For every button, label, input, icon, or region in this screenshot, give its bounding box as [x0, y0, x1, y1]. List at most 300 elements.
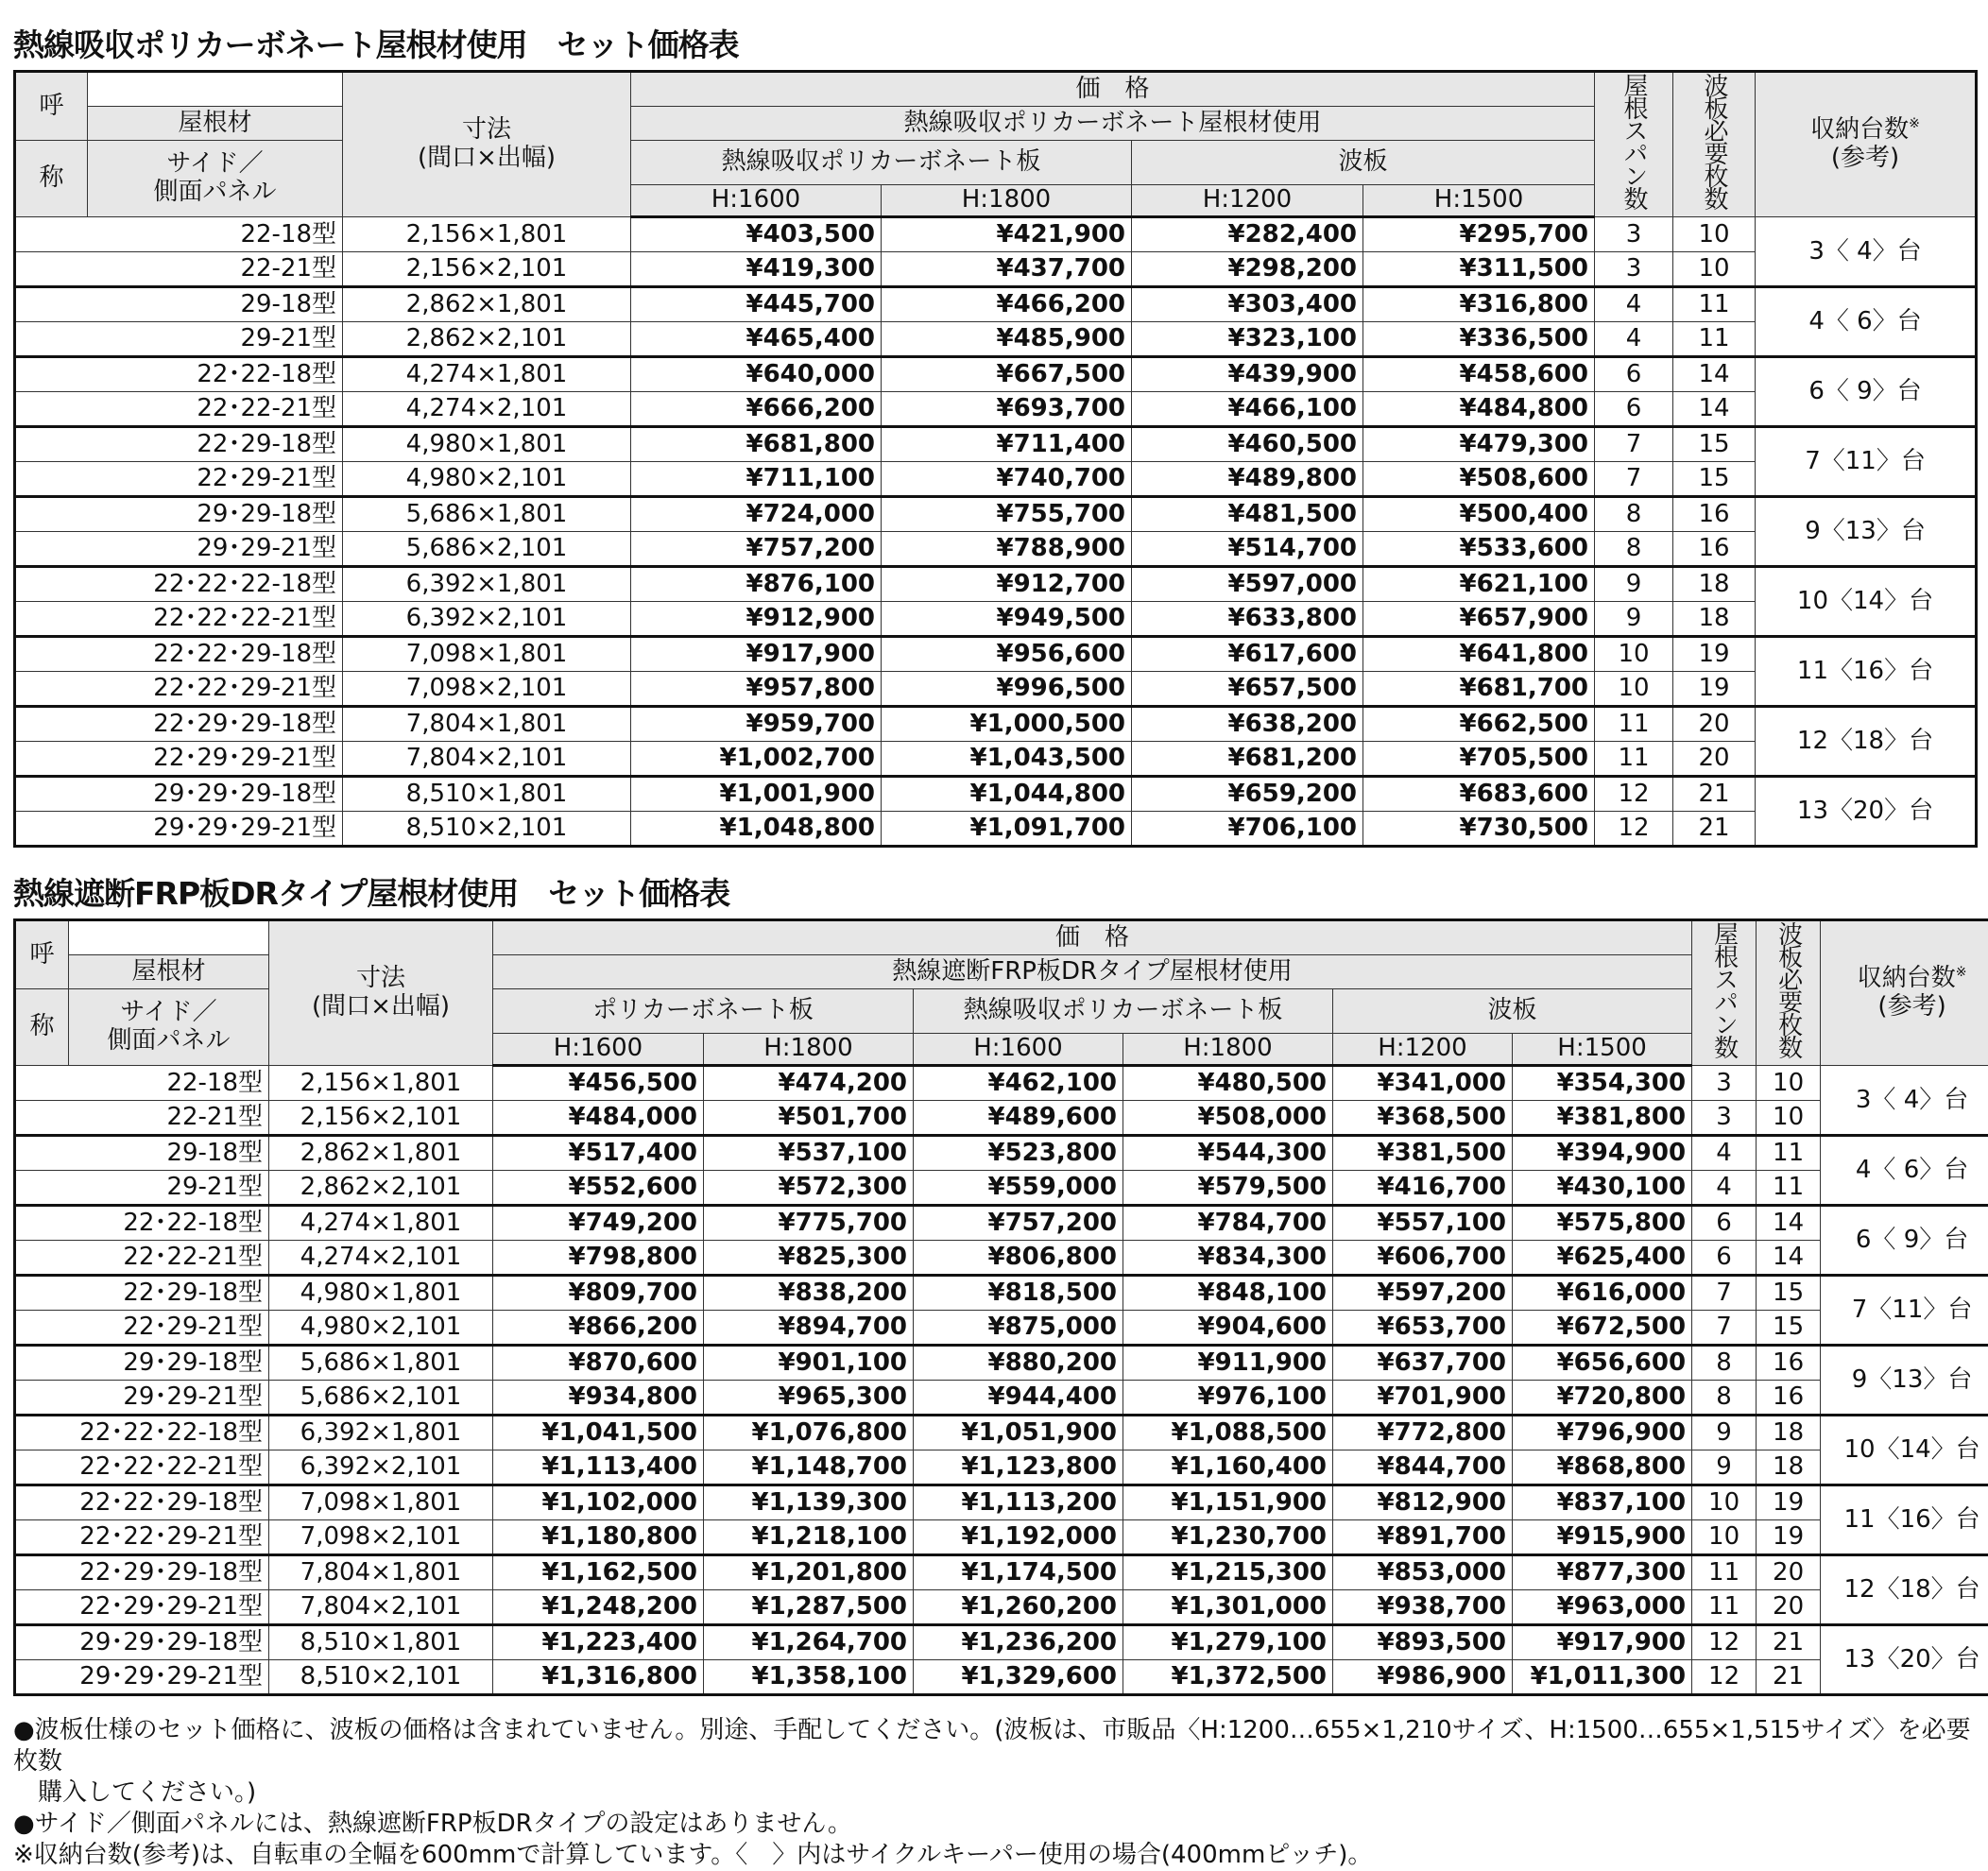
price-cell: ¥834,300 [1123, 1240, 1333, 1275]
model-name-cell: 22･29･29-18型 [15, 706, 343, 741]
size-cell: 5,686×2,101 [269, 1380, 493, 1415]
note-line: 購入してください。) [13, 1777, 1979, 1809]
nami-count-cell: 10 [1673, 216, 1756, 251]
price-cell: ¥381,500 [1333, 1135, 1513, 1170]
price-cell: ¥1,248,200 [493, 1589, 704, 1624]
table-row [15, 1485, 1988, 1519]
size-cell: 6,392×1,801 [269, 1415, 493, 1450]
price-cell: ¥740,700 [882, 461, 1132, 496]
span-count-cell: 7 [1692, 1310, 1757, 1345]
size-cell: 8,510×1,801 [343, 776, 631, 811]
table-row [15, 1135, 1988, 1170]
price-cell: ¥711,400 [882, 426, 1132, 461]
span-count-cell: 12 [1692, 1659, 1757, 1694]
header-side-panel: サイド／ 側面パネル [69, 989, 269, 1066]
price-cell: ¥853,000 [1333, 1554, 1513, 1589]
price-cell: ¥963,000 [1513, 1589, 1692, 1624]
model-name-cell: 22･22･29-21型 [15, 671, 343, 706]
price-cell: ¥316,800 [1363, 286, 1595, 321]
price-cell: ¥641,800 [1363, 636, 1595, 671]
nami-count-cell: 20 [1673, 706, 1756, 741]
model-name-cell: 22･22-21型 [15, 1240, 269, 1275]
price-cell: ¥875,000 [914, 1310, 1123, 1345]
model-name-cell: 22･22･22-18型 [15, 1415, 269, 1450]
price-table-frp [13, 918, 1988, 1696]
header-h6: H:1500 [1513, 1033, 1692, 1065]
model-name-cell: 29･29-18型 [15, 1345, 269, 1380]
price-cell: ¥876,100 [631, 566, 882, 601]
price-cell: ¥711,100 [631, 461, 882, 496]
price-cell: ¥323,100 [1132, 321, 1363, 356]
price-cell: ¥912,900 [631, 601, 882, 636]
table-row [15, 741, 1977, 776]
storage-cell: 9〈13〉台 [1821, 1345, 1988, 1415]
size-cell: 4,980×2,101 [343, 461, 631, 496]
model-name-cell: 22･22･29-18型 [15, 1485, 269, 1519]
table-row [15, 1519, 1988, 1554]
price-cell: ¥901,100 [704, 1345, 914, 1380]
header-size: 寸法 (間口×出幅) [269, 920, 493, 1066]
price-cell: ¥848,100 [1123, 1275, 1333, 1310]
header-size: 寸法 (間口×出幅) [343, 72, 631, 217]
price-cell: ¥775,700 [704, 1205, 914, 1240]
price-cell: ¥489,800 [1132, 461, 1363, 496]
table-row [15, 286, 1977, 321]
price-cell: ¥625,400 [1513, 1240, 1692, 1275]
price-cell: ¥462,100 [914, 1065, 1123, 1100]
header-group-b: 波板 [1132, 141, 1595, 185]
nami-count-cell: 10 [1673, 251, 1756, 286]
table-row [15, 496, 1977, 531]
price-cell: ¥303,400 [1132, 286, 1363, 321]
span-count-cell: 4 [1692, 1170, 1757, 1205]
price-cell: ¥825,300 [704, 1240, 914, 1275]
size-cell: 2,156×2,101 [343, 251, 631, 286]
table-row [15, 671, 1977, 706]
price-cell: ¥891,700 [1333, 1519, 1513, 1554]
price-cell: ¥1,076,800 [704, 1415, 914, 1450]
table-row [15, 1170, 1988, 1205]
span-count-cell: 11 [1692, 1589, 1757, 1624]
table-row [15, 1380, 1988, 1415]
table-row [15, 251, 1977, 286]
header-roof: 屋根材 [69, 955, 269, 989]
header-price: 価 格 [493, 920, 1692, 955]
model-name-cell: 22･22･22-18型 [15, 566, 343, 601]
price-cell: ¥912,700 [882, 566, 1132, 601]
price-cell: ¥514,700 [1132, 531, 1363, 566]
price-cell: ¥959,700 [631, 706, 882, 741]
price-cell: ¥1,260,200 [914, 1589, 1123, 1624]
model-name-cell: 29･29･29-21型 [15, 811, 343, 846]
span-count-cell: 8 [1595, 496, 1673, 531]
nami-count-cell: 11 [1673, 321, 1756, 356]
nami-count-cell: 11 [1757, 1135, 1821, 1170]
price-cell: ¥681,700 [1363, 671, 1595, 706]
size-cell: 6,392×2,101 [269, 1450, 493, 1485]
price-cell: ¥904,600 [1123, 1310, 1333, 1345]
size-cell: 8,510×2,101 [343, 811, 631, 846]
price-cell: ¥683,600 [1363, 776, 1595, 811]
price-cell: ¥1,230,700 [1123, 1519, 1333, 1554]
model-name-cell: 29-18型 [15, 286, 343, 321]
price-cell: ¥1,236,200 [914, 1624, 1123, 1659]
price-cell: ¥460,500 [1132, 426, 1363, 461]
table-row [15, 1589, 1988, 1624]
price-cell: ¥730,500 [1363, 811, 1595, 846]
table-row [15, 636, 1977, 671]
price-cell: ¥1,287,500 [704, 1589, 914, 1624]
price-cell: ¥693,700 [882, 391, 1132, 426]
nami-count-cell: 14 [1673, 391, 1756, 426]
table1-title: 熱線吸収ポリカーボネート屋根材使用 セット価格表 [13, 21, 739, 65]
price-cell: ¥986,900 [1333, 1659, 1513, 1694]
price-cell: ¥796,900 [1513, 1415, 1692, 1450]
price-cell: ¥1,160,400 [1123, 1450, 1333, 1485]
model-name-cell: 22･22-18型 [15, 1205, 269, 1240]
price-cell: ¥1,192,000 [914, 1519, 1123, 1554]
header-h1: H:1600 [631, 184, 882, 216]
price-cell: ¥880,200 [914, 1345, 1123, 1380]
storage-cell: 10〈14〉台 [1821, 1415, 1988, 1485]
span-count-cell: 4 [1595, 286, 1673, 321]
header-h3: H:1200 [1132, 184, 1363, 216]
span-count-cell: 8 [1692, 1380, 1757, 1415]
header-roof: 屋根材 [88, 107, 343, 141]
table-row [15, 776, 1977, 811]
header-group-a: 熱線吸収ポリカーボネート板 [631, 141, 1132, 185]
price-cell: ¥1,041,500 [493, 1415, 704, 1450]
header-h3: H:1600 [914, 1033, 1123, 1065]
price-cell: ¥456,500 [493, 1065, 704, 1100]
table-row [15, 1310, 1988, 1345]
header-yobi-2: 称 [15, 989, 69, 1066]
storage-cell: 9〈13〉台 [1756, 496, 1977, 566]
span-count-cell: 6 [1692, 1205, 1757, 1240]
price-cell: ¥1,113,400 [493, 1450, 704, 1485]
nami-count-cell: 20 [1757, 1589, 1821, 1624]
nami-count-cell: 14 [1757, 1240, 1821, 1275]
model-name-cell: 22･22･22-21型 [15, 1450, 269, 1485]
model-name-cell: 29-21型 [15, 1170, 269, 1205]
model-name-cell: 22･22･29-18型 [15, 636, 343, 671]
nami-count-cell: 21 [1673, 776, 1756, 811]
size-cell: 7,804×2,101 [343, 741, 631, 776]
price-cell: ¥311,500 [1363, 251, 1595, 286]
price-cell: ¥976,100 [1123, 1380, 1333, 1415]
header-yobi-1: 呼 [15, 72, 88, 141]
span-count-cell: 11 [1692, 1554, 1757, 1589]
table-row [15, 1450, 1988, 1485]
nami-count-cell: 19 [1673, 671, 1756, 706]
header-group-c: 波板 [1333, 989, 1692, 1034]
footnotes [13, 1715, 1979, 1871]
price-cell: ¥295,700 [1363, 216, 1595, 251]
model-name-cell: 22･29･29-21型 [15, 1589, 269, 1624]
price-cell: ¥416,700 [1333, 1170, 1513, 1205]
nami-count-cell: 10 [1757, 1065, 1821, 1100]
price-cell: ¥517,400 [493, 1135, 704, 1170]
price-cell: ¥893,500 [1333, 1624, 1513, 1659]
nami-count-cell: 21 [1757, 1624, 1821, 1659]
price-cell: ¥917,900 [1513, 1624, 1692, 1659]
nami-count-cell: 15 [1757, 1275, 1821, 1310]
header-h4: H:1800 [1123, 1033, 1333, 1065]
price-cell: ¥1,123,800 [914, 1450, 1123, 1485]
header-group-b: 熱線吸収ポリカーボネート板 [914, 989, 1333, 1034]
storage-cell: 6〈 9〉台 [1821, 1205, 1988, 1275]
price-cell: ¥877,300 [1513, 1554, 1692, 1589]
model-name-cell: 22-18型 [15, 216, 343, 251]
storage-cell: 7〈11〉台 [1821, 1275, 1988, 1345]
table-row [15, 356, 1977, 391]
table-row [15, 1624, 1988, 1659]
model-name-cell: 22-21型 [15, 1100, 269, 1135]
price-cell: ¥1,011,300 [1513, 1659, 1692, 1694]
price-cell: ¥557,100 [1333, 1205, 1513, 1240]
header-side-panel: サイド／ 側面パネル [88, 141, 343, 217]
table-row [15, 461, 1977, 496]
span-count-cell: 8 [1595, 531, 1673, 566]
price-cell: ¥298,200 [1132, 251, 1363, 286]
storage-cell: 12〈18〉台 [1756, 706, 1977, 776]
price-cell: ¥724,000 [631, 496, 882, 531]
nami-count-cell: 21 [1757, 1659, 1821, 1694]
price-cell: ¥579,500 [1123, 1170, 1333, 1205]
price-cell: ¥403,500 [631, 216, 882, 251]
price-cell: ¥1,162,500 [493, 1554, 704, 1589]
span-count-cell: 6 [1692, 1240, 1757, 1275]
table-row [15, 706, 1977, 741]
price-cell: ¥1,051,900 [914, 1415, 1123, 1450]
price-cell: ¥500,400 [1363, 496, 1595, 531]
price-cell: ¥667,500 [882, 356, 1132, 391]
size-cell: 4,274×2,101 [269, 1240, 493, 1275]
size-cell: 5,686×1,801 [269, 1345, 493, 1380]
model-name-cell: 29･29-21型 [15, 531, 343, 566]
price-cell: ¥465,400 [631, 321, 882, 356]
header-sub: 熱線吸収ポリカーボネート屋根材使用 [631, 107, 1595, 141]
price-cell: ¥484,800 [1363, 391, 1595, 426]
storage-cell: 11〈16〉台 [1821, 1485, 1988, 1554]
table-row [15, 1415, 1988, 1450]
model-name-cell: 22･29-18型 [15, 426, 343, 461]
table-row [15, 391, 1977, 426]
model-name-cell: 22･29-21型 [15, 1310, 269, 1345]
price-cell: ¥1,180,800 [493, 1519, 704, 1554]
span-count-cell: 6 [1595, 391, 1673, 426]
price-cell: ¥485,900 [882, 321, 1132, 356]
table-row [15, 566, 1977, 601]
price-cell: ¥606,700 [1333, 1240, 1513, 1275]
size-cell: 7,098×1,801 [269, 1485, 493, 1519]
span-count-cell: 8 [1692, 1345, 1757, 1380]
price-cell: ¥508,600 [1363, 461, 1595, 496]
price-cell: ¥481,500 [1132, 496, 1363, 531]
price-cell: ¥616,000 [1513, 1275, 1692, 1310]
span-count-cell: 9 [1595, 601, 1673, 636]
model-name-cell: 22･29-18型 [15, 1275, 269, 1310]
size-cell: 7,804×1,801 [343, 706, 631, 741]
header-nami: 波板必要枚数 [1673, 72, 1756, 217]
price-cell: ¥419,300 [631, 251, 882, 286]
price-cell: ¥1,102,000 [493, 1485, 704, 1519]
price-cell: ¥1,329,600 [914, 1659, 1123, 1694]
header-span: 屋根スパン数 [1595, 72, 1673, 217]
model-name-cell: 22･29･29-18型 [15, 1554, 269, 1589]
price-cell: ¥368,500 [1333, 1100, 1513, 1135]
price-cell: ¥445,700 [631, 286, 882, 321]
table-row [15, 601, 1977, 636]
price-cell: ¥1,002,700 [631, 741, 882, 776]
price-cell: ¥484,000 [493, 1100, 704, 1135]
nami-count-cell: 15 [1673, 461, 1756, 496]
span-count-cell: 11 [1595, 706, 1673, 741]
storage-cell: 3〈 4〉台 [1756, 216, 1977, 286]
header-h2: H:1800 [704, 1033, 914, 1065]
price-cell: ¥1,264,700 [704, 1624, 914, 1659]
price-cell: ¥559,000 [914, 1170, 1123, 1205]
price-cell: ¥336,500 [1363, 321, 1595, 356]
size-cell: 6,392×2,101 [343, 601, 631, 636]
price-cell: ¥1,043,500 [882, 741, 1132, 776]
size-cell: 2,862×2,101 [269, 1170, 493, 1205]
price-cell: ¥657,500 [1132, 671, 1363, 706]
table-row [15, 216, 1977, 251]
span-count-cell: 10 [1692, 1485, 1757, 1519]
size-cell: 4,980×1,801 [269, 1275, 493, 1310]
nami-count-cell: 11 [1673, 286, 1756, 321]
span-count-cell: 3 [1692, 1100, 1757, 1135]
header-yobi-1: 呼 [15, 920, 69, 989]
price-cell: ¥430,100 [1513, 1170, 1692, 1205]
price-cell: ¥1,223,400 [493, 1624, 704, 1659]
price-cell: ¥844,700 [1333, 1450, 1513, 1485]
size-cell: 2,156×1,801 [269, 1065, 493, 1100]
model-name-cell: 22-21型 [15, 251, 343, 286]
table2-title: 熱線遮断FRP板DRタイプ屋根材使用 セット価格表 [13, 869, 729, 914]
price-cell: ¥657,900 [1363, 601, 1595, 636]
size-cell: 4,980×1,801 [343, 426, 631, 461]
span-count-cell: 12 [1692, 1624, 1757, 1659]
nami-count-cell: 16 [1673, 531, 1756, 566]
price-cell: ¥501,700 [704, 1100, 914, 1135]
price-cell: ¥1,048,800 [631, 811, 882, 846]
nami-count-cell: 21 [1673, 811, 1756, 846]
header-price: 価 格 [631, 72, 1595, 107]
storage-cell: 11〈16〉台 [1756, 636, 1977, 706]
size-cell: 7,804×2,101 [269, 1589, 493, 1624]
size-cell: 4,274×1,801 [269, 1205, 493, 1240]
price-cell: ¥894,700 [704, 1310, 914, 1345]
price-cell: ¥479,300 [1363, 426, 1595, 461]
price-cell: ¥818,500 [914, 1275, 1123, 1310]
span-count-cell: 4 [1595, 321, 1673, 356]
header-h2: H:1800 [882, 184, 1132, 216]
span-count-cell: 9 [1595, 566, 1673, 601]
price-cell: ¥394,900 [1513, 1135, 1692, 1170]
price-cell: ¥1,316,800 [493, 1659, 704, 1694]
price-cell: ¥537,100 [704, 1135, 914, 1170]
price-cell: ¥1,148,700 [704, 1450, 914, 1485]
price-cell: ¥659,200 [1132, 776, 1363, 811]
size-cell: 5,686×2,101 [343, 531, 631, 566]
nami-count-cell: 11 [1757, 1170, 1821, 1205]
nami-count-cell: 18 [1757, 1415, 1821, 1450]
table-row [15, 1275, 1988, 1310]
nami-count-cell: 14 [1757, 1205, 1821, 1240]
price-cell: ¥282,400 [1132, 216, 1363, 251]
note-line: ※収納台数(参考)は、自転車の全幅を600mmで計算しています。〈 〉内はサイクルキーパー使用の場合(400mmピッチ)。 [13, 1840, 1979, 1871]
price-cell: ¥523,800 [914, 1135, 1123, 1170]
size-cell: 7,098×1,801 [343, 636, 631, 671]
price-cell: ¥788,900 [882, 531, 1132, 566]
price-table-polycarbonate [13, 70, 1978, 848]
storage-cell: 12〈18〉台 [1821, 1554, 1988, 1624]
span-count-cell: 6 [1595, 356, 1673, 391]
header-group-a: ポリカーボネート板 [493, 989, 914, 1034]
table-row [15, 1345, 1988, 1380]
price-cell: ¥640,000 [631, 356, 882, 391]
price-cell: ¥458,600 [1363, 356, 1595, 391]
price-cell: ¥809,700 [493, 1275, 704, 1310]
span-count-cell: 12 [1595, 811, 1673, 846]
price-cell: ¥705,500 [1363, 741, 1595, 776]
table-row [15, 811, 1977, 846]
span-count-cell: 7 [1595, 461, 1673, 496]
span-count-cell: 3 [1692, 1065, 1757, 1100]
price-cell: ¥621,100 [1363, 566, 1595, 601]
storage-cell: 4〈 6〉台 [1756, 286, 1977, 356]
price-cell: ¥784,700 [1123, 1205, 1333, 1240]
header-h5: H:1200 [1333, 1033, 1513, 1065]
span-count-cell: 3 [1595, 216, 1673, 251]
price-cell: ¥949,500 [882, 601, 1132, 636]
price-cell: ¥1,215,300 [1123, 1554, 1333, 1589]
price-cell: ¥656,600 [1513, 1345, 1692, 1380]
price-cell: ¥915,900 [1513, 1519, 1692, 1554]
note-line: ●サイド／側面パネルには、熱線遮断FRP板DRタイプの設定はありません。 [13, 1809, 1979, 1840]
price-cell: ¥681,200 [1132, 741, 1363, 776]
span-count-cell: 3 [1595, 251, 1673, 286]
price-cell: ¥812,900 [1333, 1485, 1513, 1519]
model-name-cell: 22･22･29-21型 [15, 1519, 269, 1554]
price-cell: ¥798,800 [493, 1240, 704, 1275]
size-cell: 7,804×1,801 [269, 1554, 493, 1589]
table-row [15, 1065, 1988, 1100]
price-cell: ¥1,091,700 [882, 811, 1132, 846]
price-cell: ¥480,500 [1123, 1065, 1333, 1100]
nami-count-cell: 20 [1757, 1554, 1821, 1589]
storage-cell: 4〈 6〉台 [1821, 1135, 1988, 1205]
nami-count-cell: 16 [1757, 1345, 1821, 1380]
size-cell: 7,098×2,101 [269, 1519, 493, 1554]
price-cell: ¥870,600 [493, 1345, 704, 1380]
header-span: 屋根スパン数 [1692, 920, 1757, 1066]
size-cell: 8,510×2,101 [269, 1659, 493, 1694]
table-row [15, 1100, 1988, 1135]
size-cell: 4,274×1,801 [343, 356, 631, 391]
table-row [15, 1554, 1988, 1589]
table-row [15, 426, 1977, 461]
price-cell: ¥1,151,900 [1123, 1485, 1333, 1519]
price-cell: ¥662,500 [1363, 706, 1595, 741]
price-cell: ¥1,372,500 [1123, 1659, 1333, 1694]
price-cell: ¥944,400 [914, 1380, 1123, 1415]
span-count-cell: 12 [1595, 776, 1673, 811]
price-cell: ¥837,100 [1513, 1485, 1692, 1519]
span-count-cell: 7 [1595, 426, 1673, 461]
